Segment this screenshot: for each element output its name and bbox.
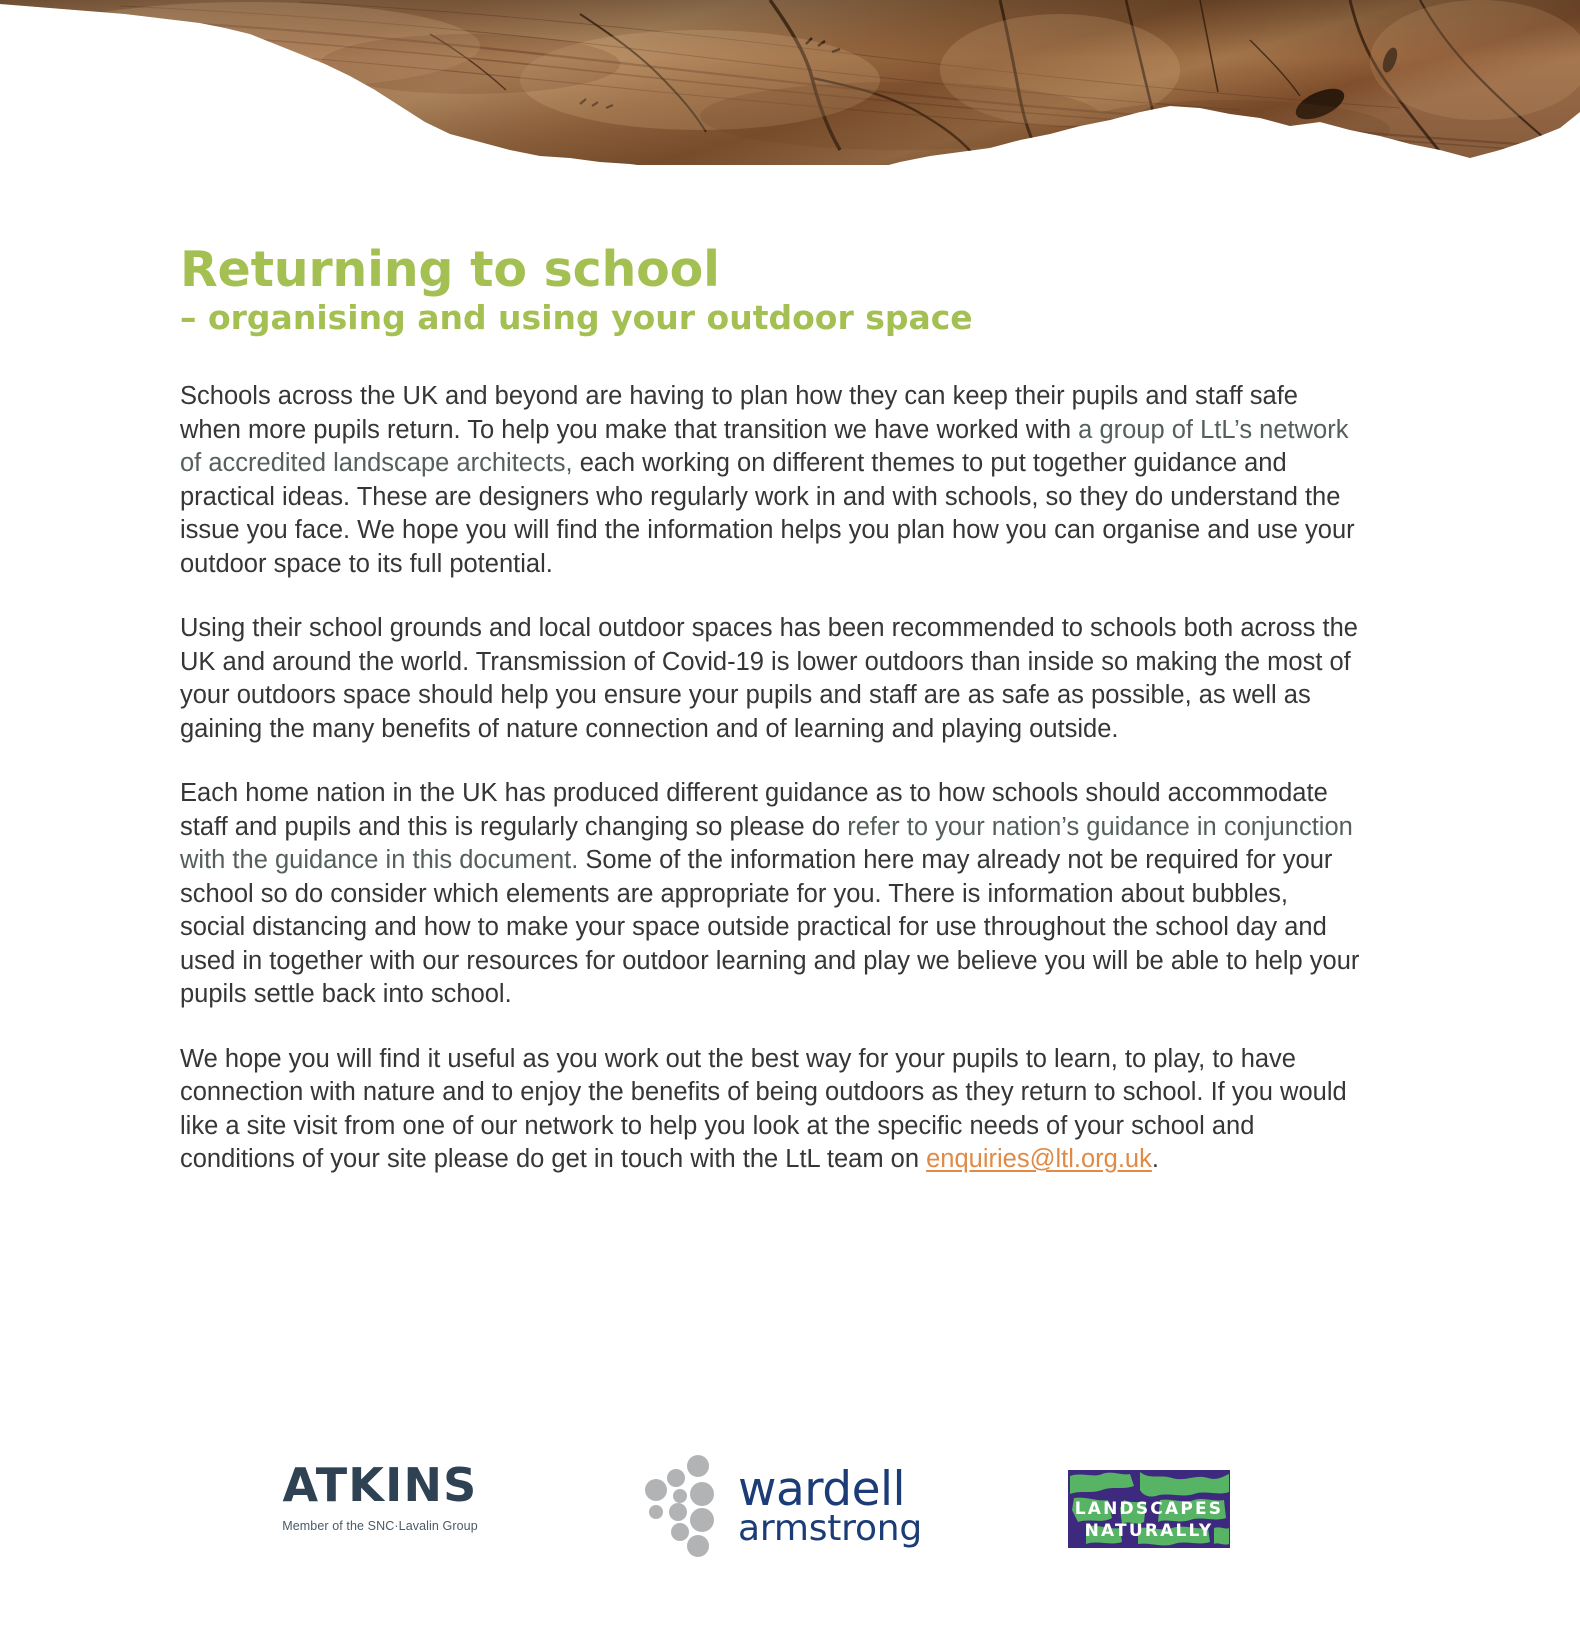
tree-bark-banner — [0, 0, 1580, 165]
paragraph-1-highlight: a group of LtL’s network of accredited landscape architects, — [180, 415, 1349, 477]
paragraph-1-text-a: Schools across the UK and beyond are having to plan how they can keep their pupils and staff safe when more pupils return. To help you make that transition we have worked with — [180, 382, 1298, 444]
landscapes-naturally-logo — [1068, 1470, 1230, 1548]
partner-logo-row — [0, 1440, 1580, 1580]
paragraph-4-text-b: . — [1151, 1145, 1159, 1173]
paragraph-1 — [180, 380, 1360, 581]
paragraph-1-text-b: each working on different themes to put together guidance and practical ideas. These are designers who regularly work in and with schools, so they do understand the issue you face. We hope you will find the information helps you plan how you can organise and use your outdoor space to its full potential. — [180, 449, 1355, 578]
paragraph-4 — [180, 1043, 1360, 1177]
enquiries-email-link[interactable]: enquiries@ltl.org.uk — [926, 1145, 1152, 1173]
atkins-tagline: Member of the SNC·Lavalin Group — [282, 1519, 478, 1533]
body-copy — [180, 380, 1360, 1177]
title-block — [180, 241, 1380, 338]
page-subtitle: – organising and using your outdoor space — [180, 297, 973, 337]
paragraph-3 — [180, 777, 1360, 1012]
wardell-line-1: wardell — [738, 1461, 906, 1517]
landscapes-line-1: LANDSCAPES — [1074, 1499, 1224, 1519]
paragraph-4-text-a: We hope you will find it useful as you work out the best way for your pupils to learn, to play, to have connection with nature and to enjoy the benefits of being outdoors as they return to school. If you would like a site visit from one of our network to help you look at the specific needs of your school and conditions of your site please do get in touch with the LtL team on — [180, 1044, 1347, 1173]
wardell-line-2: armstrong — [738, 1507, 923, 1549]
atkins-logo — [280, 1458, 480, 1533]
wardell-armstrong-wordmark — [738, 1461, 923, 1549]
paragraph-3-highlight: refer to your nation’s guidance in conjunction with the guidance in this document. — [180, 812, 1353, 874]
document-page — [0, 165, 1580, 1626]
paragraph-2: Using their school grounds and local outdoor spaces has been recommended to schools both across the UK and around the world. Transmission of Covid-19 is lower outdoors than inside so making the most of your outdoors space should help you ensure your pupils and staff are as safe as possible, as well as gaining the many benefits of nature connection and of learning and playing outside. — [180, 614, 1358, 743]
wardell-dot-cluster-icon — [640, 1450, 728, 1563]
paragraph-3-text-b: Some of the information here may already not be required for your school so do consider which elements are appropriate for you. There is information about bubbles, social distancing and how to make your space outside practical for use throughout the school day and used in together with our resources for outdoor learning and play we believe you will be able to help your pupils settle back into school. — [180, 846, 1360, 1008]
landscapes-line-2: NATURALLY — [1084, 1521, 1214, 1541]
wardell-armstrong-logo — [640, 1450, 922, 1563]
atkins-wordmark: ATKINS — [282, 1458, 478, 1512]
page-title: Returning to school — [180, 241, 720, 298]
paragraph-3-text-a: Each home nation in the UK has produced different guidance as to how schools should accommodate staff and pupils and this is regularly changing so please do — [180, 779, 1328, 841]
